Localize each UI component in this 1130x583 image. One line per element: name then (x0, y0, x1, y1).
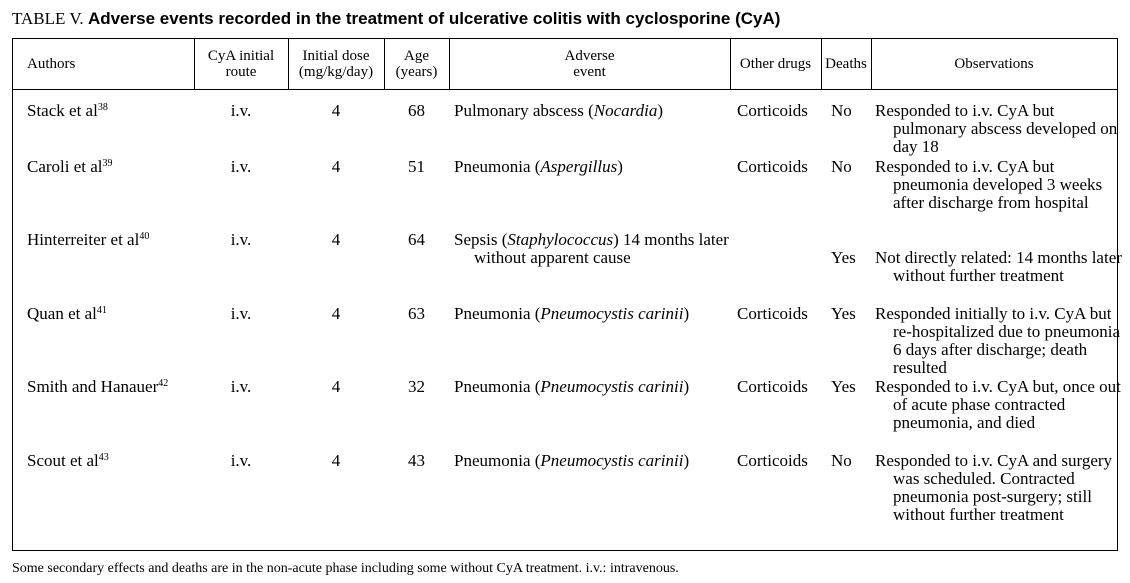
cell-deaths: No (831, 157, 852, 176)
cell-route: i.v. (230, 377, 252, 396)
cell-route: i.v. (230, 304, 252, 323)
cell-dose: 4 (331, 101, 341, 120)
cell-other-drugs: Corticoids (737, 101, 808, 120)
cell-author: Scout et $al^{43}$ (27, 451, 109, 470)
table-title: Adverse events recorded in the treatment of ulcerative colitis with cyclosporine (CyA) (87, 9, 781, 28)
cell-observations: Responded initially to i.v. CyA but re-hospitalized due to pneumonia 6 days after discharge; death resulted (875, 304, 1121, 377)
cell-author: Stack et $al^{38}$ (27, 101, 108, 120)
header-dose: Initial dose (mg/kg/day) (298, 48, 374, 80)
cell-route: i.v. (230, 451, 252, 470)
cell-age: 63 (408, 304, 425, 323)
table-caption (12, 9, 780, 29)
cell-observations: Responded to i.v. CyA but pulmonary abscess developed on day 18 (875, 101, 1118, 156)
cell-route: i.v. (230, 157, 252, 176)
cell-observations: Not directly related: 14 months later without further treatment (875, 248, 1122, 285)
cell-event: Pneumonia (Pneumocystis carinii) (454, 304, 690, 323)
cell-other-drugs: Corticoids (737, 451, 808, 470)
cell-event: Pneumonia (Pneumocystis carinii) (454, 451, 690, 470)
cell-author: Caroli et $al^{39}$ (27, 157, 113, 176)
cell-dose: 4 (331, 304, 341, 323)
cell-author: Quan et $al^{41}$ (27, 304, 107, 323)
cell-age: 32 (408, 377, 425, 396)
table-footnote: Some secondary effects and deaths are in the non-acute phase including some without CyA treatment. i.v.: intravenous. (12, 561, 679, 576)
cell-observations: Responded to i.v. CyA and surgery was scheduled. Contracted pneumonia post-surgery; still without further treatment (875, 451, 1113, 524)
header-deaths: Deaths (825, 56, 867, 72)
cell-age: 43 (408, 451, 425, 470)
header-route: CyA initial route (207, 48, 275, 80)
cell-age: 64 (408, 230, 425, 249)
header-divider (13, 89, 1117, 90)
cell-deaths: No (831, 451, 852, 470)
cell-other-drugs: Corticoids (737, 377, 808, 396)
cell-dose: 4 (331, 377, 341, 396)
table-label: TABLE V. (12, 9, 84, 28)
header-authors: Authors (27, 56, 76, 72)
cell-other-drugs: Corticoids (737, 157, 808, 176)
cell-deaths: Yes (831, 377, 856, 396)
cell-other-drugs: Corticoids (737, 304, 808, 323)
cell-deaths: No (831, 101, 852, 120)
cell-event: Pulmonary abscess (Nocardia) (454, 101, 664, 120)
cell-event: Pneumonia (Pneumocystis carinii) (454, 377, 690, 396)
cell-event: Pneumonia (Aspergillus) (454, 157, 623, 176)
cell-event: Sepsis (Staphylococcus) 14 months later without apparent cause (454, 230, 729, 267)
cell-dose: 4 (331, 230, 341, 249)
header-age: Age (years) (395, 48, 438, 80)
header-event: Adverse event (564, 48, 615, 80)
cell-deaths: Yes (831, 304, 856, 323)
cell-author: Smith and Hanauer$^{42}$ (27, 377, 169, 396)
header-other-drugs: Other drugs (739, 56, 812, 72)
cell-route: i.v. (230, 230, 252, 249)
cell-deaths: Yes (831, 248, 856, 267)
header-observations: Observations (954, 56, 1034, 72)
cell-route: i.v. (230, 101, 252, 120)
cell-age: 68 (408, 101, 425, 120)
cell-observations: Responded to i.v. CyA but, once out of acute phase contracted pneumonia, and died (875, 377, 1121, 432)
cell-author: Hinterreiter et $al^{40}$ (27, 230, 150, 249)
cell-dose: 4 (331, 157, 341, 176)
table (12, 38, 1122, 551)
cell-observations: Responded to i.v. CyA but pneumonia developed 3 weeks after discharge from hospital (875, 157, 1103, 212)
cell-age: 51 (408, 157, 425, 176)
cell-dose: 4 (331, 451, 341, 470)
